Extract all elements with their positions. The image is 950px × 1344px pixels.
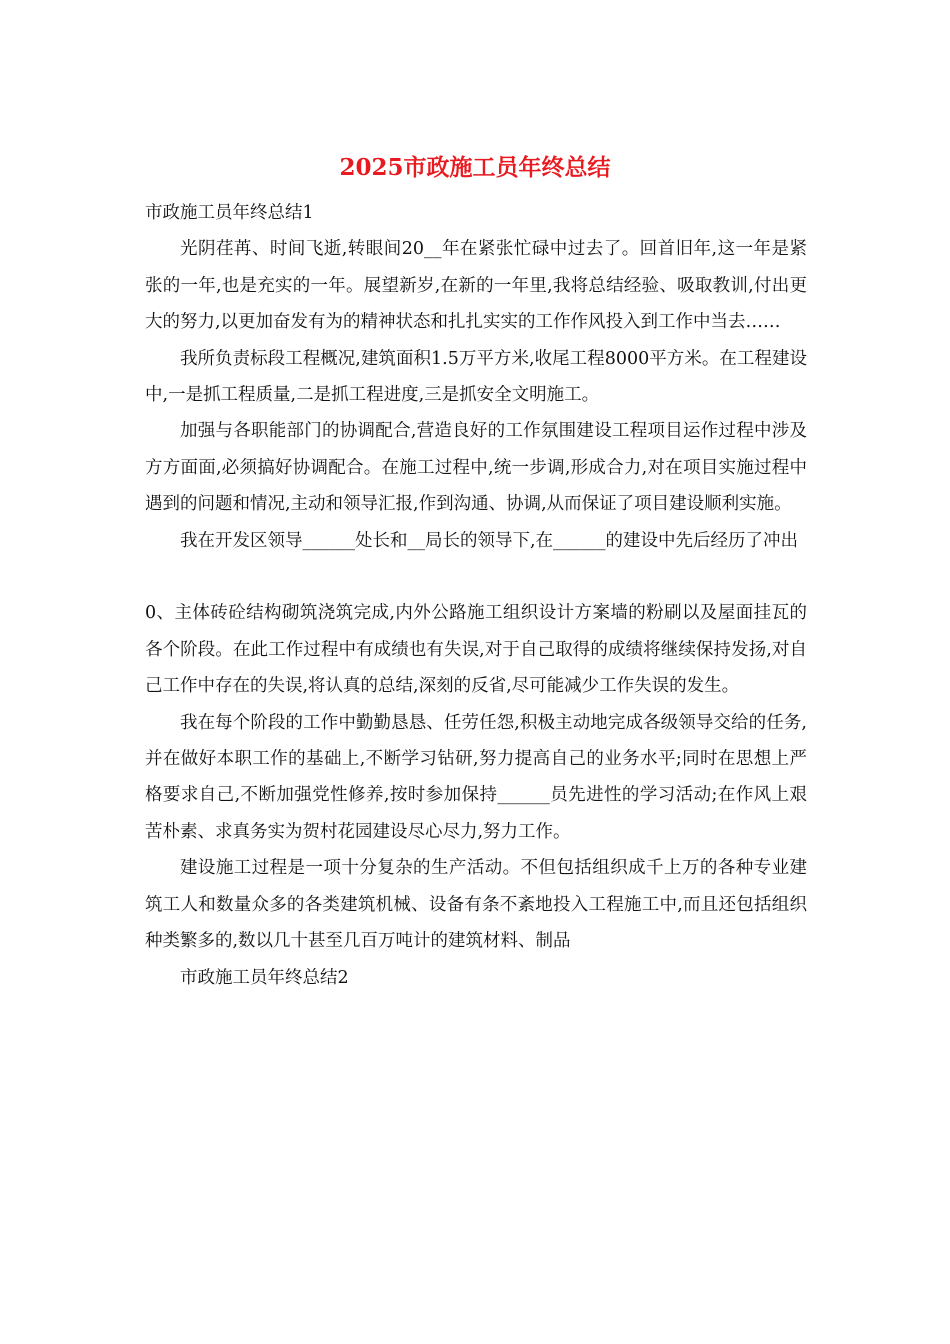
document-title: 2025市政施工员年终总结 <box>339 154 611 181</box>
blank-line <box>145 559 807 595</box>
paragraph-complexity: 建设施工过程是一项十分复杂的生产活动。不但包括组织成千上万的各种专业建筑工人和数量众多的各类建筑机械、设备有条不紊地投入工程施工中,而且还包括组织种类繁多的,数以几十甚至几百万吨计的建筑材料、制品 <box>145 858 807 952</box>
paragraph-leadership: 我在开发区领导______处长和__局长的领导下,在______的建设中先后经历了冲出 <box>180 530 799 551</box>
paragraph-project-overview: 我所负责标段工程概况,建筑面积1.5万平方米,收尾工程8000平方米。在工程建设中,一是抓工程质量,二是抓工程进度,三是抓安全文明施工。 <box>145 348 807 406</box>
paragraph-coordination: 加强与各职能部门的协调配合,营造良好的工作氛围建设工程项目运作过程中涉及方方面面,必须搞好协调配合。在施工过程中,统一步调,形成合力,对在项目实施过程中遇到的问题和情况,主动和领导汇报,作到沟通、协调,从而保证了项目建设顺利实施。 <box>145 421 807 515</box>
paragraph-intro: 光阴荏苒、时间飞逝,转眼间20__年在紧张忙碌中过去了。回首旧年,这一年是紧张的一年,也是充实的一年。展望新岁,在新的一年里,我将总结经验、吸取教训,付出更大的努力,以更加奋发有为的精神状态和扎扎实实的工作作风投入到工作中当去…… <box>145 239 807 333</box>
section-heading-1: 市政施工员年终总结1 <box>145 203 314 223</box>
paragraph-diligence: 我在每个阶段的工作中勤勤恳恳、任劳任怨,积极主动地完成各级领导交给的任务,并在做好本职工作的基础上,不断学习钻研,努力提高自己的业务水平;同时在思想上严格要求自己,不断加强党性修养,按时参加保持______员先进性的学习活动;在作风上艰苦朴素、求真务实为贺村花园建设尽心尽力,努力工作。 <box>145 712 807 842</box>
document-body <box>145 195 807 996</box>
section-heading-2: 市政施工员年终总结2 <box>180 967 349 988</box>
paragraph-construction-stages: 0、主体砖砼结构砌筑浇筑完成,内外公路施工组织设计方案墙的粉刷以及屋面挂瓦的各个阶段。在此工作过程中有成绩也有失误,对于自己取得的成绩将继续保持发扬,对自己工作中存在的失误,将认真的总结,深刻的反省,尽可能减少工作失误的发生。 <box>145 603 807 697</box>
